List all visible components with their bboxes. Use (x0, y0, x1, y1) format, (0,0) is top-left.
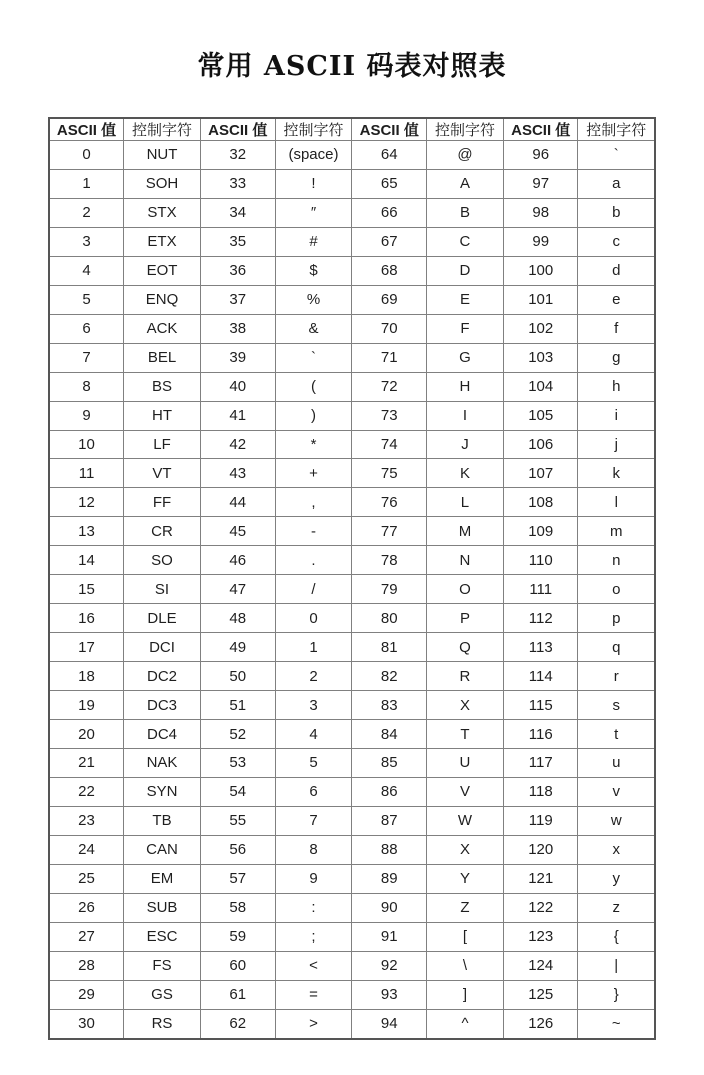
table-row (49, 401, 655, 430)
ascii-value-cell: 39 (200, 343, 275, 372)
control-char-cell: z (578, 893, 655, 922)
control-char-cell: g (578, 343, 655, 372)
control-char-cell: SUB (124, 893, 201, 922)
ascii-value-cell: 12 (49, 488, 124, 517)
ascii-value-cell: 71 (352, 343, 427, 372)
table-row (49, 980, 655, 1009)
control-char-cell: X (427, 835, 504, 864)
table-row (49, 517, 655, 546)
ascii-value-cell: 65 (352, 169, 427, 198)
ascii-value-cell: 107 (503, 459, 578, 488)
table-row (49, 691, 655, 720)
table-row (49, 893, 655, 922)
ascii-value-cell: 116 (503, 720, 578, 749)
control-char-cell: SO (124, 546, 201, 575)
header-ascii-value-1: ASCII 值 (49, 118, 124, 141)
control-char-cell: ^ (427, 1009, 504, 1039)
ascii-value-cell: 88 (352, 835, 427, 864)
control-char-cell: E (427, 285, 504, 314)
control-char-cell: ESC (124, 922, 201, 951)
control-char-cell: . (275, 546, 352, 575)
control-char-cell: FS (124, 951, 201, 980)
ascii-table-body (49, 141, 655, 1040)
control-char-cell: HT (124, 401, 201, 430)
control-char-cell: F (427, 314, 504, 343)
ascii-value-cell: 81 (352, 633, 427, 662)
control-char-cell: & (275, 314, 352, 343)
table-row (49, 169, 655, 198)
table-row (49, 459, 655, 488)
table-row (49, 835, 655, 864)
control-char-cell: - (275, 517, 352, 546)
table-row (49, 488, 655, 517)
control-char-cell: DCI (124, 633, 201, 662)
control-char-cell: G (427, 343, 504, 372)
table-row (49, 372, 655, 401)
control-char-cell: p (578, 604, 655, 633)
control-char-cell: 5 (275, 749, 352, 778)
ascii-value-cell: 20 (49, 720, 124, 749)
control-char-cell: # (275, 227, 352, 256)
ascii-value-cell: 111 (503, 575, 578, 604)
table-row (49, 951, 655, 980)
ascii-value-cell: 106 (503, 430, 578, 459)
control-char-cell: : (275, 893, 352, 922)
ascii-value-cell: 10 (49, 430, 124, 459)
ascii-value-cell: 92 (352, 951, 427, 980)
control-char-cell: 2 (275, 662, 352, 691)
ascii-value-cell: 78 (352, 546, 427, 575)
ascii-value-cell: 1 (49, 169, 124, 198)
table-row (49, 864, 655, 893)
ascii-value-cell: 54 (200, 777, 275, 806)
ascii-value-cell: 118 (503, 777, 578, 806)
ascii-value-cell: 60 (200, 951, 275, 980)
control-char-cell: ( (275, 372, 352, 401)
ascii-value-cell: 11 (49, 459, 124, 488)
ascii-value-cell: 19 (49, 691, 124, 720)
ascii-value-cell: 8 (49, 372, 124, 401)
ascii-value-cell: 61 (200, 980, 275, 1009)
ascii-value-cell: 125 (503, 980, 578, 1009)
control-char-cell: ENQ (124, 285, 201, 314)
header-ascii-value-2: ASCII 值 (200, 118, 275, 141)
table-row (49, 227, 655, 256)
ascii-value-cell: 74 (352, 430, 427, 459)
header-control-char-2: 控制字符 (275, 118, 352, 141)
control-char-cell: NUT (124, 141, 201, 170)
control-char-cell: > (275, 1009, 352, 1039)
control-char-cell: L (427, 488, 504, 517)
ascii-value-cell: 27 (49, 922, 124, 951)
ascii-value-cell: 104 (503, 372, 578, 401)
ascii-value-cell: 46 (200, 546, 275, 575)
ascii-value-cell: 40 (200, 372, 275, 401)
control-char-cell: < (275, 951, 352, 980)
ascii-value-cell: 49 (200, 633, 275, 662)
ascii-value-cell: 73 (352, 401, 427, 430)
control-char-cell: 1 (275, 633, 352, 662)
control-char-cell: X (427, 691, 504, 720)
ascii-value-cell: 62 (200, 1009, 275, 1039)
control-char-cell: 7 (275, 806, 352, 835)
control-char-cell: I (427, 401, 504, 430)
ascii-value-cell: 64 (352, 141, 427, 170)
page-title: 常用 ASCII 码表对照表 (197, 51, 507, 82)
ascii-value-cell: 67 (352, 227, 427, 256)
control-char-cell: ) (275, 401, 352, 430)
control-char-cell: VT (124, 459, 201, 488)
control-char-cell: q (578, 633, 655, 662)
control-char-cell: P (427, 604, 504, 633)
control-char-cell: Z (427, 893, 504, 922)
control-char-cell: 0 (275, 604, 352, 633)
header-control-char-4: 控制字符 (578, 118, 655, 141)
ascii-value-cell: 80 (352, 604, 427, 633)
ascii-value-cell: 96 (503, 141, 578, 170)
control-char-cell: b (578, 198, 655, 227)
ascii-value-cell: 122 (503, 893, 578, 922)
ascii-value-cell: 91 (352, 922, 427, 951)
table-row (49, 575, 655, 604)
ascii-value-cell: 35 (200, 227, 275, 256)
ascii-value-cell: 15 (49, 575, 124, 604)
header-control-char-1: 控制字符 (124, 118, 201, 141)
ascii-value-cell: 7 (49, 343, 124, 372)
ascii-value-cell: 72 (352, 372, 427, 401)
control-char-cell: H (427, 372, 504, 401)
ascii-value-cell: 4 (49, 256, 124, 285)
ascii-value-cell: 26 (49, 893, 124, 922)
ascii-value-cell: 115 (503, 691, 578, 720)
ascii-value-cell: 51 (200, 691, 275, 720)
ascii-value-cell: 75 (352, 459, 427, 488)
control-char-cell: CR (124, 517, 201, 546)
control-char-cell: Y (427, 864, 504, 893)
table-row (49, 314, 655, 343)
ascii-value-cell: 93 (352, 980, 427, 1009)
ascii-value-cell: 45 (200, 517, 275, 546)
ascii-value-cell: 109 (503, 517, 578, 546)
control-char-cell: s (578, 691, 655, 720)
control-char-cell: ~ (578, 1009, 655, 1039)
control-char-cell: BS (124, 372, 201, 401)
control-char-cell: ! (275, 169, 352, 198)
table-row (49, 633, 655, 662)
ascii-value-cell: 97 (503, 169, 578, 198)
control-char-cell: O (427, 575, 504, 604)
ascii-value-cell: 50 (200, 662, 275, 691)
table-row (49, 806, 655, 835)
ascii-value-cell: 84 (352, 720, 427, 749)
control-char-cell: 6 (275, 777, 352, 806)
ascii-value-cell: 47 (200, 575, 275, 604)
control-char-cell: , (275, 488, 352, 517)
ascii-value-cell: 94 (352, 1009, 427, 1039)
ascii-value-cell: 112 (503, 604, 578, 633)
control-char-cell: a (578, 169, 655, 198)
ascii-value-cell: 2 (49, 198, 124, 227)
ascii-value-cell: 82 (352, 662, 427, 691)
control-char-cell: | (578, 951, 655, 980)
control-char-cell: B (427, 198, 504, 227)
ascii-value-cell: 86 (352, 777, 427, 806)
ascii-value-cell: 44 (200, 488, 275, 517)
control-char-cell: M (427, 517, 504, 546)
ascii-value-cell: 57 (200, 864, 275, 893)
ascii-value-cell: 59 (200, 922, 275, 951)
control-char-cell: LF (124, 430, 201, 459)
table-row (49, 777, 655, 806)
control-char-cell: m (578, 517, 655, 546)
control-char-cell: TB (124, 806, 201, 835)
control-char-cell: j (578, 430, 655, 459)
control-char-cell: * (275, 430, 352, 459)
ascii-value-cell: 70 (352, 314, 427, 343)
ascii-value-cell: 55 (200, 806, 275, 835)
control-char-cell: 9 (275, 864, 352, 893)
ascii-table-header (49, 118, 655, 141)
control-char-cell: SYN (124, 777, 201, 806)
ascii-value-cell: 24 (49, 835, 124, 864)
control-char-cell: T (427, 720, 504, 749)
control-char-cell: y (578, 864, 655, 893)
control-char-cell: k (578, 459, 655, 488)
ascii-value-cell: 85 (352, 749, 427, 778)
control-char-cell: Q (427, 633, 504, 662)
ascii-value-cell: 123 (503, 922, 578, 951)
table-row (49, 662, 655, 691)
table-row (49, 141, 655, 170)
ascii-value-cell: 43 (200, 459, 275, 488)
table-row (49, 430, 655, 459)
ascii-value-cell: 18 (49, 662, 124, 691)
header-control-char-3: 控制字符 (427, 118, 504, 141)
ascii-value-cell: 23 (49, 806, 124, 835)
ascii-value-cell: 110 (503, 546, 578, 575)
control-char-cell: ETX (124, 227, 201, 256)
ascii-value-cell: 16 (49, 604, 124, 633)
ascii-value-cell: 25 (49, 864, 124, 893)
control-char-cell: NAK (124, 749, 201, 778)
ascii-value-cell: 105 (503, 401, 578, 430)
ascii-value-cell: 126 (503, 1009, 578, 1039)
ascii-value-cell: 6 (49, 314, 124, 343)
ascii-value-cell: 33 (200, 169, 275, 198)
control-char-cell: { (578, 922, 655, 951)
ascii-value-cell: 36 (200, 256, 275, 285)
control-char-cell: $ (275, 256, 352, 285)
ascii-value-cell: 101 (503, 285, 578, 314)
control-char-cell: DC3 (124, 691, 201, 720)
ascii-value-cell: 117 (503, 749, 578, 778)
control-char-cell: U (427, 749, 504, 778)
control-char-cell: W (427, 806, 504, 835)
table-row (49, 604, 655, 633)
ascii-value-cell: 76 (352, 488, 427, 517)
ascii-value-cell: 114 (503, 662, 578, 691)
ascii-value-cell: 0 (49, 141, 124, 170)
control-char-cell: RS (124, 1009, 201, 1039)
header-ascii-value-3: ASCII 值 (352, 118, 427, 141)
control-char-cell: R (427, 662, 504, 691)
control-char-cell: STX (124, 198, 201, 227)
ascii-value-cell: 79 (352, 575, 427, 604)
control-char-cell: DC4 (124, 720, 201, 749)
control-char-cell: SOH (124, 169, 201, 198)
ascii-value-cell: 32 (200, 141, 275, 170)
control-char-cell: + (275, 459, 352, 488)
control-char-cell: N (427, 546, 504, 575)
ascii-value-cell: 83 (352, 691, 427, 720)
control-char-cell: EOT (124, 256, 201, 285)
ascii-value-cell: 52 (200, 720, 275, 749)
table-row (49, 749, 655, 778)
ascii-value-cell: 108 (503, 488, 578, 517)
ascii-value-cell: 87 (352, 806, 427, 835)
control-char-cell: t (578, 720, 655, 749)
control-char-cell: BEL (124, 343, 201, 372)
control-char-cell: ] (427, 980, 504, 1009)
table-row (49, 720, 655, 749)
header-row (49, 118, 655, 141)
ascii-value-cell: 66 (352, 198, 427, 227)
ascii-value-cell: 42 (200, 430, 275, 459)
control-char-cell: SI (124, 575, 201, 604)
ascii-value-cell: 3 (49, 227, 124, 256)
ascii-value-cell: 34 (200, 198, 275, 227)
ascii-value-cell: 22 (49, 777, 124, 806)
control-char-cell: i (578, 401, 655, 430)
control-char-cell: % (275, 285, 352, 314)
control-char-cell: CAN (124, 835, 201, 864)
ascii-value-cell: 37 (200, 285, 275, 314)
ascii-value-cell: 13 (49, 517, 124, 546)
ascii-value-cell: 89 (352, 864, 427, 893)
ascii-value-cell: 99 (503, 227, 578, 256)
control-char-cell: w (578, 806, 655, 835)
ascii-value-cell: 113 (503, 633, 578, 662)
control-char-cell: d (578, 256, 655, 285)
ascii-value-cell: 48 (200, 604, 275, 633)
control-char-cell: e (578, 285, 655, 314)
control-char-cell: C (427, 227, 504, 256)
control-char-cell: 4 (275, 720, 352, 749)
control-char-cell: l (578, 488, 655, 517)
control-char-cell: = (275, 980, 352, 1009)
table-row (49, 922, 655, 951)
control-char-cell: f (578, 314, 655, 343)
ascii-value-cell: 38 (200, 314, 275, 343)
control-char-cell: ` (275, 343, 352, 372)
ascii-value-cell: 103 (503, 343, 578, 372)
control-char-cell: / (275, 575, 352, 604)
ascii-value-cell: 100 (503, 256, 578, 285)
control-char-cell: x (578, 835, 655, 864)
control-char-cell: h (578, 372, 655, 401)
table-row (49, 343, 655, 372)
ascii-value-cell: 119 (503, 806, 578, 835)
ascii-value-cell: 68 (352, 256, 427, 285)
control-char-cell: [ (427, 922, 504, 951)
control-char-cell: c (578, 227, 655, 256)
ascii-value-cell: 58 (200, 893, 275, 922)
control-char-cell: ; (275, 922, 352, 951)
control-char-cell: u (578, 749, 655, 778)
control-char-cell: r (578, 662, 655, 691)
ascii-value-cell: 29 (49, 980, 124, 1009)
ascii-table (48, 117, 656, 1040)
header-ascii-value-4: ASCII 值 (503, 118, 578, 141)
table-row (49, 256, 655, 285)
ascii-value-cell: 77 (352, 517, 427, 546)
ascii-value-cell: 98 (503, 198, 578, 227)
ascii-value-cell: 41 (200, 401, 275, 430)
ascii-value-cell: 69 (352, 285, 427, 314)
table-row (49, 546, 655, 575)
ascii-value-cell: 17 (49, 633, 124, 662)
control-char-cell: (space) (275, 141, 352, 170)
control-char-cell: @ (427, 141, 504, 170)
ascii-value-cell: 14 (49, 546, 124, 575)
table-row (49, 1009, 655, 1039)
control-char-cell: V (427, 777, 504, 806)
control-char-cell: K (427, 459, 504, 488)
ascii-value-cell: 28 (49, 951, 124, 980)
control-char-cell: J (427, 430, 504, 459)
control-char-cell: 3 (275, 691, 352, 720)
control-char-cell: EM (124, 864, 201, 893)
control-char-cell: o (578, 575, 655, 604)
ascii-value-cell: 90 (352, 893, 427, 922)
control-char-cell: v (578, 777, 655, 806)
control-char-cell: DLE (124, 604, 201, 633)
control-char-cell: } (578, 980, 655, 1009)
control-char-cell: GS (124, 980, 201, 1009)
ascii-value-cell: 102 (503, 314, 578, 343)
ascii-value-cell: 30 (49, 1009, 124, 1039)
control-char-cell: \ (427, 951, 504, 980)
control-char-cell: ` (578, 141, 655, 170)
ascii-value-cell: 121 (503, 864, 578, 893)
control-char-cell: A (427, 169, 504, 198)
table-row (49, 285, 655, 314)
control-char-cell: 8 (275, 835, 352, 864)
ascii-value-cell: 124 (503, 951, 578, 980)
ascii-value-cell: 120 (503, 835, 578, 864)
control-char-cell: DC2 (124, 662, 201, 691)
control-char-cell: n (578, 546, 655, 575)
control-char-cell: FF (124, 488, 201, 517)
ascii-value-cell: 56 (200, 835, 275, 864)
ascii-value-cell: 53 (200, 749, 275, 778)
control-char-cell: ″ (275, 198, 352, 227)
ascii-value-cell: 21 (49, 749, 124, 778)
ascii-value-cell: 9 (49, 401, 124, 430)
control-char-cell: D (427, 256, 504, 285)
ascii-value-cell: 5 (49, 285, 124, 314)
table-row (49, 198, 655, 227)
control-char-cell: ACK (124, 314, 201, 343)
